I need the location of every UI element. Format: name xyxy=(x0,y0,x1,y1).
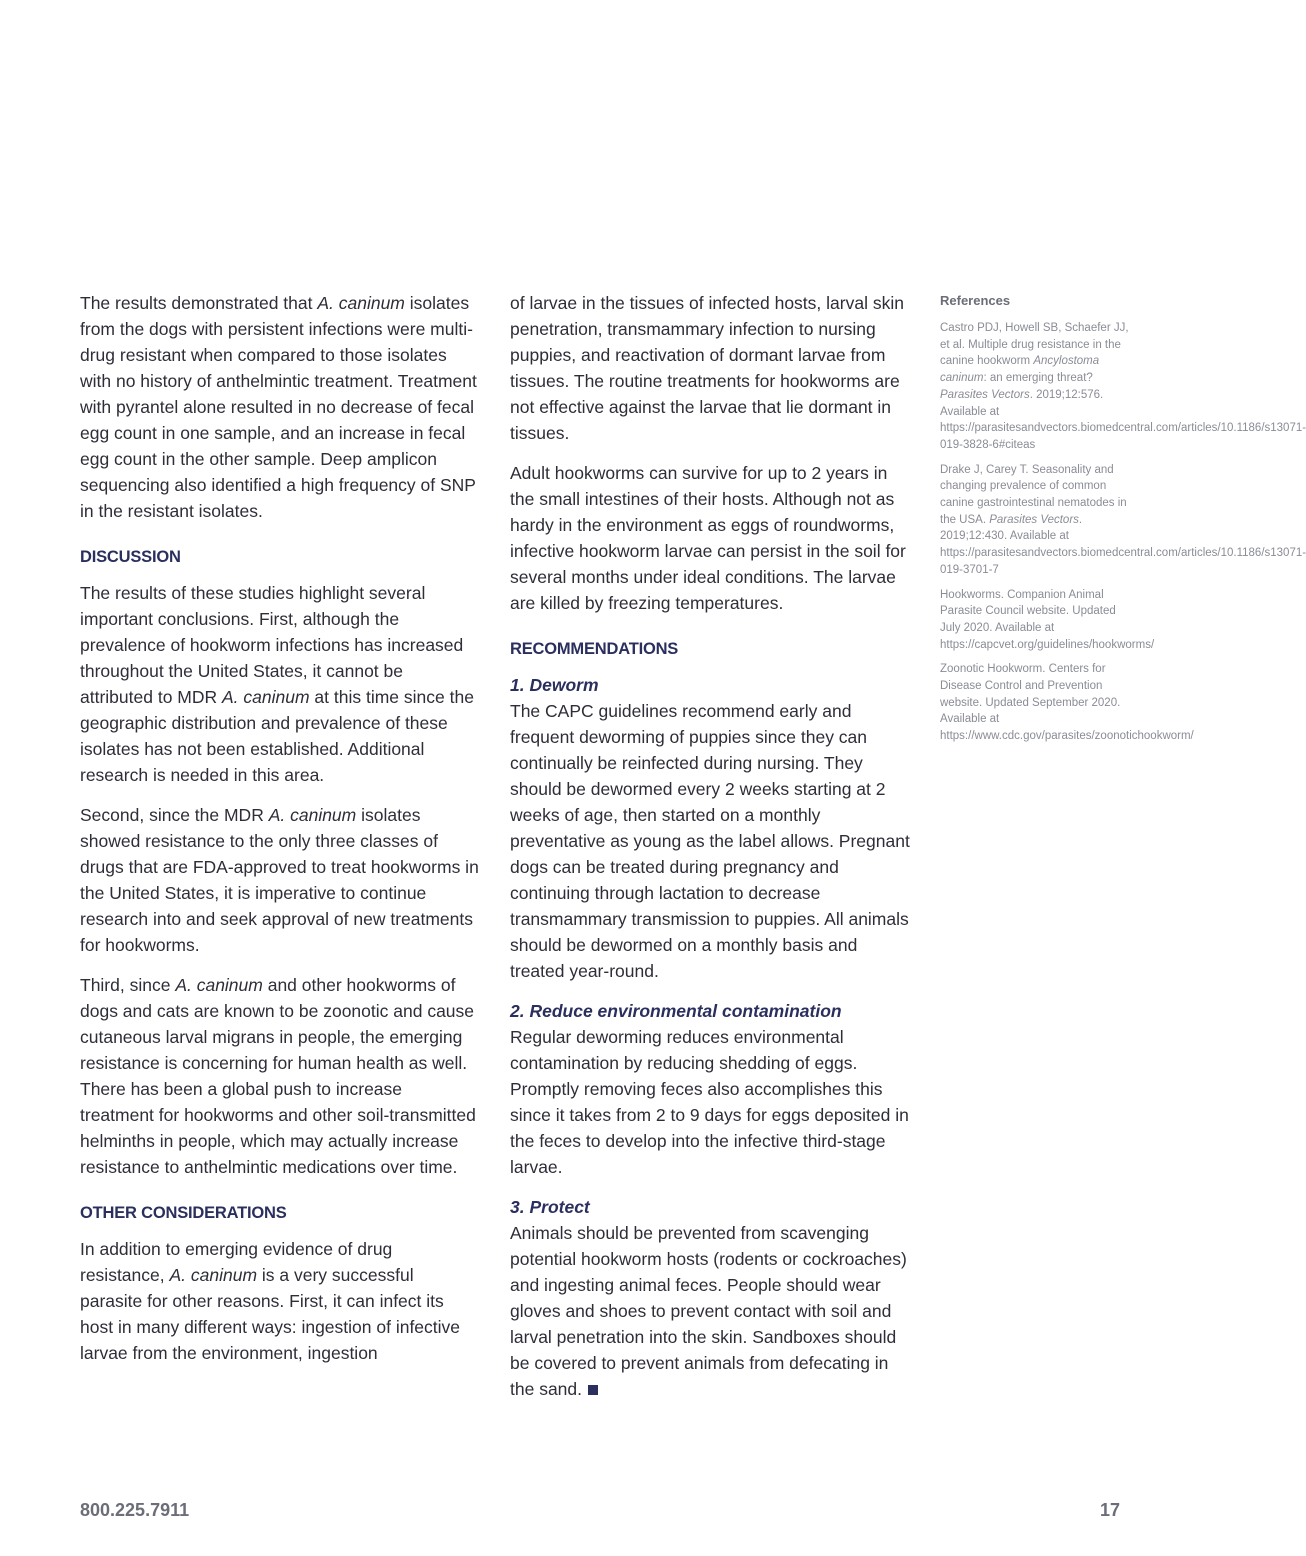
other-considerations-paragraph: In addition to emerging evidence of drug resistance, A. caninum is a very successful parasite for other reasons. First, it can infect its host in many different ways: ingestion of infective larvae from the environment, ingestion xyxy=(80,1239,461,1363)
column-left xyxy=(80,290,480,1380)
recommendation-1-title: 1. Deworm xyxy=(510,675,599,695)
survival-paragraph: Adult hookworms can survive for up to 2 years in the small intestines of their hosts. Although not as hardy in the environment as eggs of roundworms, infective hookworm larvae can persist in the soil for several months under ideal conditions. The larvae are killed by freezing temperatures. xyxy=(510,463,906,613)
discussion-paragraph-3: Third, since A. caninum and other hookworms of dogs and cats are known to be zoonotic and cause cutaneous larval migrans in people, the emerging resistance is concerning for human health as well. There has been a global push to increase treatment for hookworms and other soil-transmitted helminths in people, which may actually increase resistance to anthelmintic medications over time. xyxy=(80,975,476,1177)
page-number: 17 xyxy=(1099,1500,1120,1520)
discussion-heading: DISCUSSION xyxy=(80,548,181,566)
reference-item: Hookworms. Companion Animal Parasite Council website. Updated July 2020. Available at https://capcvet.org/guidelines/hookworms/ xyxy=(940,588,1155,651)
references-heading: References xyxy=(940,293,1011,308)
recommendation-1-text: The CAPC guidelines recommend early and frequent deworming of puppies since they can continually be reinfected during nursing. They should be dewormed every 2 weeks starting at 2 weeks of age, then started on a monthly preventative as young as the label allows. Pregnant dogs can be treated during pregnancy and continuing through lactation to decrease transmammary transmission to puppies. All animals should be dewormed on a monthly basis and treated year-round. xyxy=(510,701,910,981)
discussion-paragraph-1: The results of these studies highlight several important conclusions. First, although the prevalence of hookworm infections has increased throughout the United States, it cannot be attributed to MDR A. caninum at this time since the geographic distribution and prevalence of these isolates has not been established. Additional research is needed in this area. xyxy=(80,583,474,785)
reference-item: Drake J, Carey T. Seasonality and changing prevalence of common canine gastrointestinal nematodes in the USA. Parasites Vectors. 2019;12:430. Available at https://parasitesandvectors.biomedcentral.com/articles/10.1186/s13071-019-3701-7 xyxy=(940,463,1306,576)
footer-phone-number: 800.225.7911 xyxy=(80,1500,190,1520)
discussion-paragraph-2: Second, since the MDR A. caninum isolates showed resistance to the only three classes of drugs that are FDA-approved to treat hookworms in the United States, it is imperative to continue research into and seek approval of new treatments for hookworms. xyxy=(80,805,479,955)
references-sidebar xyxy=(940,290,1306,753)
reference-item: Zoonotic Hookworm. Centers for Disease Control and Prevention website. Updated September 2020. Available at https://www.cdc.gov/parasites/zoonotichookworm/ xyxy=(940,663,1194,743)
other-considerations-heading: OTHER CONSIDERATIONS xyxy=(80,1204,287,1222)
recommendations-heading: RECOMMENDATIONS xyxy=(510,640,679,658)
recommendation-2-text: Regular deworming reduces environmental contamination by reducing shedding of eggs. Promptly removing feces also accomplishes this since it takes from 2 to 9 days for eggs deposited in the feces to develop into the infective third-stage larvae. xyxy=(510,1027,909,1177)
results-paragraph: The results demonstrated that A. caninum isolates from the dogs with persistent infections were multi-drug resistant when compared to those isolates with no history of anthelmintic treatment. Treatment with pyrantel alone resulted in no decrease of fecal egg count in one sample, and an increase in fecal egg count in the other sample. Deep amplicon sequencing also identified a high frequency of SNP in the resistant isolates. xyxy=(80,293,477,521)
transmission-paragraph: of larvae in the tissues of infected hosts, larval skin penetration, transmammary infection to nursing puppies, and reactivation of dormant larvae from tissues. The routine treatments for hookworms are not effective against the larvae that lie dormant in tissues. xyxy=(510,293,904,443)
recommendation-2-title: 2. Reduce environmental contamination xyxy=(510,1001,842,1021)
reference-item: Castro PDJ, Howell SB, Schaefer JJ, et al. Multiple drug resistance in the canine hookworm Ancylostoma caninum: an emerging threat? Parasites Vectors. 2019;12:576. Available at https://parasitesandvectors.biomedcentral.com/articles/10.1186/s13071-019-3828-6#citeas xyxy=(940,322,1306,451)
recommendation-3-text: Animals should be prevented from scavenging potential hookworm hosts (rodents or cockroaches) and ingesting animal feces. People should wear gloves and shoes to prevent contact with soil and larval penetration into the skin. Sandboxes should be covered to prevent animals from defecating in the sand. xyxy=(510,1223,907,1399)
end-mark-icon xyxy=(588,1385,598,1395)
recommendation-3-title: 3. Protect xyxy=(510,1197,590,1217)
column-middle xyxy=(510,290,910,1416)
